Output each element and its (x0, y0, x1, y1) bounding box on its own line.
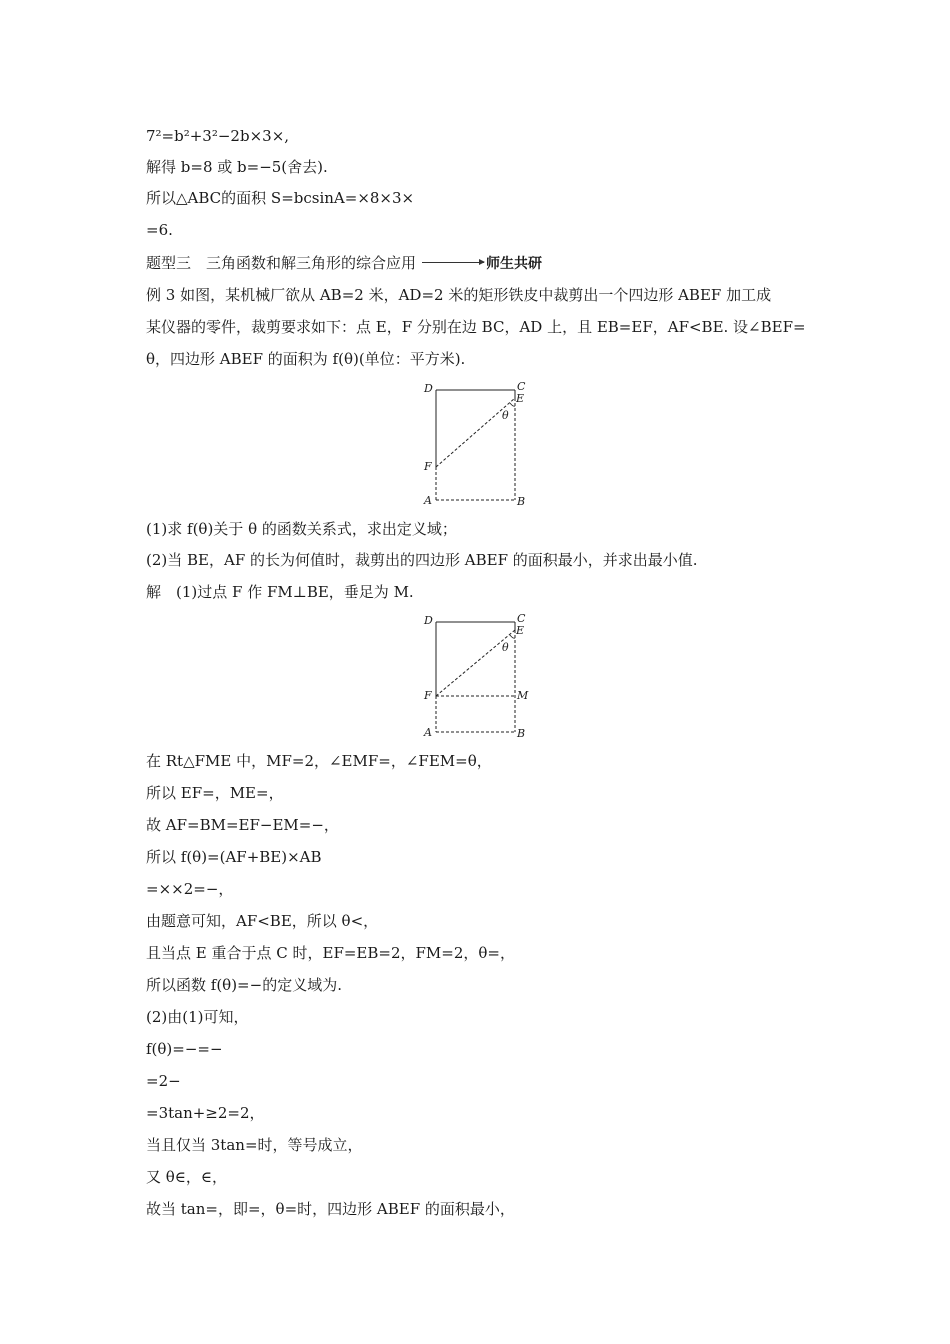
label-a: A (424, 494, 432, 507)
text-line: θ，四边形 ABEF 的面积为 f(θ)(单位：平方米). (146, 350, 466, 368)
label-theta: θ (502, 641, 509, 654)
text-line: 在 Rt△FME 中，MF=2，∠EMF=，∠FEM=θ， (146, 752, 492, 770)
text-line: 当且仅当 3tan=时，等号成立， (146, 1136, 363, 1154)
label-f: F (424, 460, 432, 473)
label-d: D (424, 382, 433, 395)
text-line: =2− (146, 1072, 181, 1090)
text-line: (2)当 BE，AF 的长为何值时，裁剪出的四边形 ABEF 的面积最小，并求出最小值. (146, 551, 698, 569)
arrow-icon (422, 262, 484, 263)
label-c: C (517, 612, 526, 625)
text-line: (1)求 f(θ)关于 θ 的函数关系式，求出定义域； (146, 520, 457, 538)
geometry-figure-1 (418, 378, 530, 508)
text-line: =××2=−， (146, 880, 234, 898)
text-line: 故 AF=BM=EF−EM=−， (146, 816, 339, 834)
text-line: 解得 b=8 或 b=−5(舍去). (146, 158, 328, 176)
text-line: 某仪器的零件，裁剪要求如下：点 E，F 分别在边 BC，AD 上，且 EB=EF，AF<BE. 设∠BEF= (146, 318, 806, 336)
section-heading (146, 253, 542, 274)
text-line: 故当 tan=，即=，θ=时，四边形 ABEF 的面积最小， (146, 1200, 515, 1218)
label-c: C (517, 380, 526, 393)
text-line: 所以 EF=，ME=， (146, 784, 284, 802)
text-line: 又 θ∈，∈， (146, 1168, 228, 1186)
label-b: B (517, 727, 526, 740)
text-line: 所以函数 f(θ)=−的定义域为. (146, 976, 342, 994)
geometry-figure-2 (418, 610, 536, 740)
text-line: 且当点 E 重合于点 C 时，EF=EB=2，FM=2，θ=， (146, 944, 515, 962)
text-line: 由题意可知，AF<BE，所以 θ<， (146, 912, 379, 930)
text-line: f(θ)=−=− (146, 1040, 223, 1058)
text-line: =6. (146, 221, 173, 239)
label-f: F (424, 689, 432, 702)
text-line: (2)由(1)可知， (146, 1008, 249, 1026)
label-e: E (516, 392, 525, 405)
label-a: A (424, 726, 432, 739)
section-badge: 师生共研 (486, 256, 543, 272)
label-theta: θ (502, 409, 509, 422)
section-title: 题型三 三角函数和解三角形的综合应用 (146, 254, 417, 272)
text-line: 所以△ABC的面积 S=bcsinA=×8×3× (146, 189, 415, 207)
label-d: D (424, 614, 433, 627)
text-line: 7²=b²+3²−2b×3×, (146, 127, 290, 145)
text-line: =3tan+≥2=2， (146, 1104, 265, 1122)
text-line: 解 (1)过点 F 作 FM⊥BE，垂足为 M. (146, 583, 414, 601)
label-m: M (517, 689, 529, 702)
text-line: 所以 f(θ)=(AF+BE)×AB (146, 848, 322, 866)
label-b: B (517, 495, 526, 508)
text-line: 例 3 如图，某机械厂欲从 AB=2 米，AD=2 米的矩形铁皮中裁剪出一个四边形 ABEF 加工成 (146, 286, 772, 304)
label-e: E (516, 624, 525, 637)
